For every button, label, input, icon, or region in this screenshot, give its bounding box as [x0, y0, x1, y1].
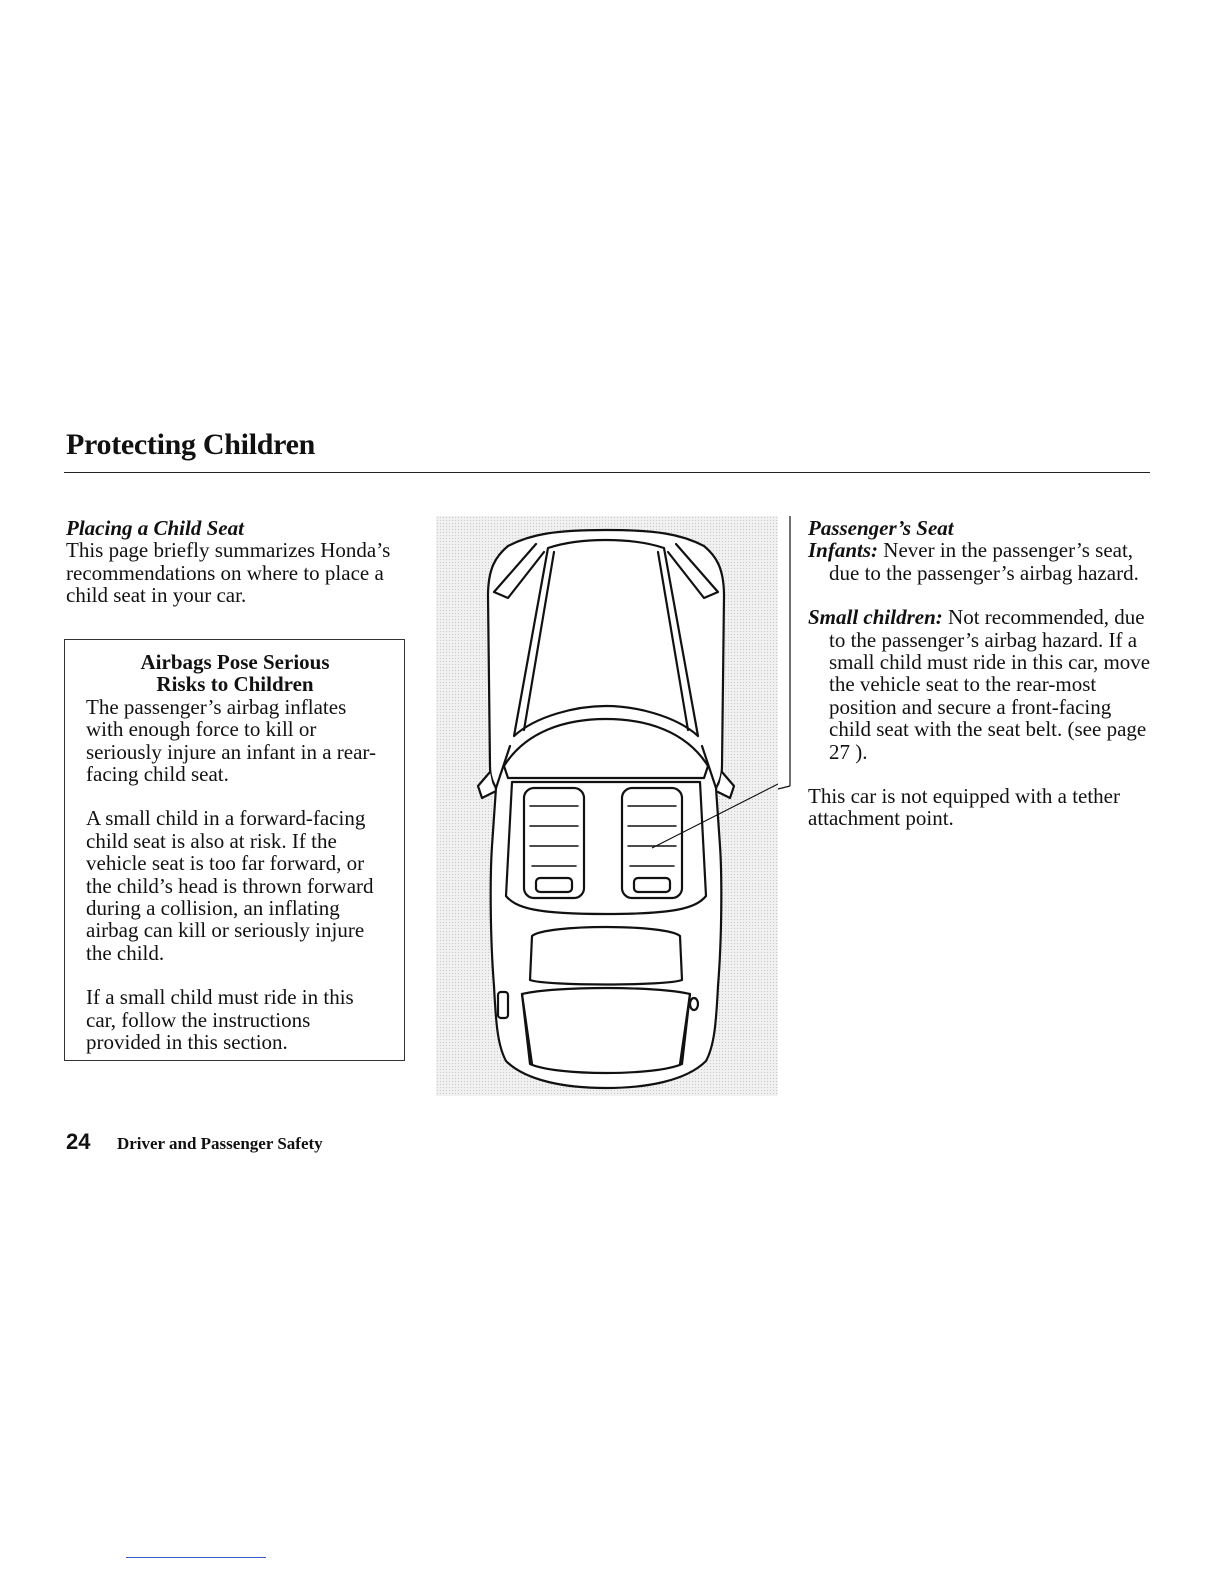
- bottom-link-underline: [126, 1557, 266, 1558]
- driver-seat: [524, 788, 584, 898]
- warning-title-line1: Airbags Pose Serious: [140, 650, 330, 674]
- warning-paragraph-1: The passenger’s airbag inflates with enough force to kill or seriously injure an infant in a rear-facing child seat.: [86, 694, 376, 787]
- infants-label: Infants:: [808, 538, 879, 563]
- page-number: 24: [66, 1129, 91, 1154]
- rear-marker-left: [498, 992, 508, 1018]
- placing-child-seat-heading: Placing a Child Seat: [66, 516, 244, 540]
- car-top-view-figure: [436, 516, 778, 1096]
- left-column: [66, 517, 411, 607]
- page-title: Protecting Children: [66, 428, 316, 461]
- section-name: Driver and Passenger Safety: [116, 1134, 323, 1153]
- fuel-cap: [690, 998, 698, 1010]
- page-footer: [66, 1129, 323, 1155]
- intro-text: This page briefly summarizes Honda’s recommendations on where to place a child seat in your car.: [66, 538, 391, 608]
- small-children-text: Not recommended, due to the passenger’s airbag hazard. If a small child must ride in this car, move the vehicle seat to the rear-most position and secure a front-facing child seat with the seat belt. (see page 27 ).: [829, 605, 1151, 764]
- small-children-paragraph: [808, 606, 1153, 763]
- airbag-warning-box: [64, 639, 405, 1061]
- convertible-car-top-view-icon: [436, 516, 778, 1096]
- passenger-seat: [622, 788, 682, 898]
- infants-text: Never in the passenger’s seat, due to the passenger’s airbag hazard.: [829, 538, 1139, 585]
- right-column: [808, 517, 1153, 830]
- passengers-seat-heading: Passenger’s Seat: [808, 516, 954, 540]
- warning-paragraph-2: A small child in a forward-facing child seat is also at risk. If the vehicle seat is too far forward, or the child’s head is thrown forward during a collision, an inflating airbag can kill or seriously injure the child.: [86, 806, 374, 965]
- title-rule: [64, 472, 1150, 473]
- callout-connector: [776, 516, 796, 790]
- warning-title-line2: Risks to Children: [156, 672, 314, 697]
- small-children-label: Small children:: [808, 605, 943, 630]
- tether-note: This car is not equipped with a tether attachment point.: [808, 784, 1120, 831]
- infants-paragraph: [808, 539, 1153, 584]
- warning-paragraph-3: If a small child must ride in this car, follow the instructions provided in this section.: [86, 985, 354, 1055]
